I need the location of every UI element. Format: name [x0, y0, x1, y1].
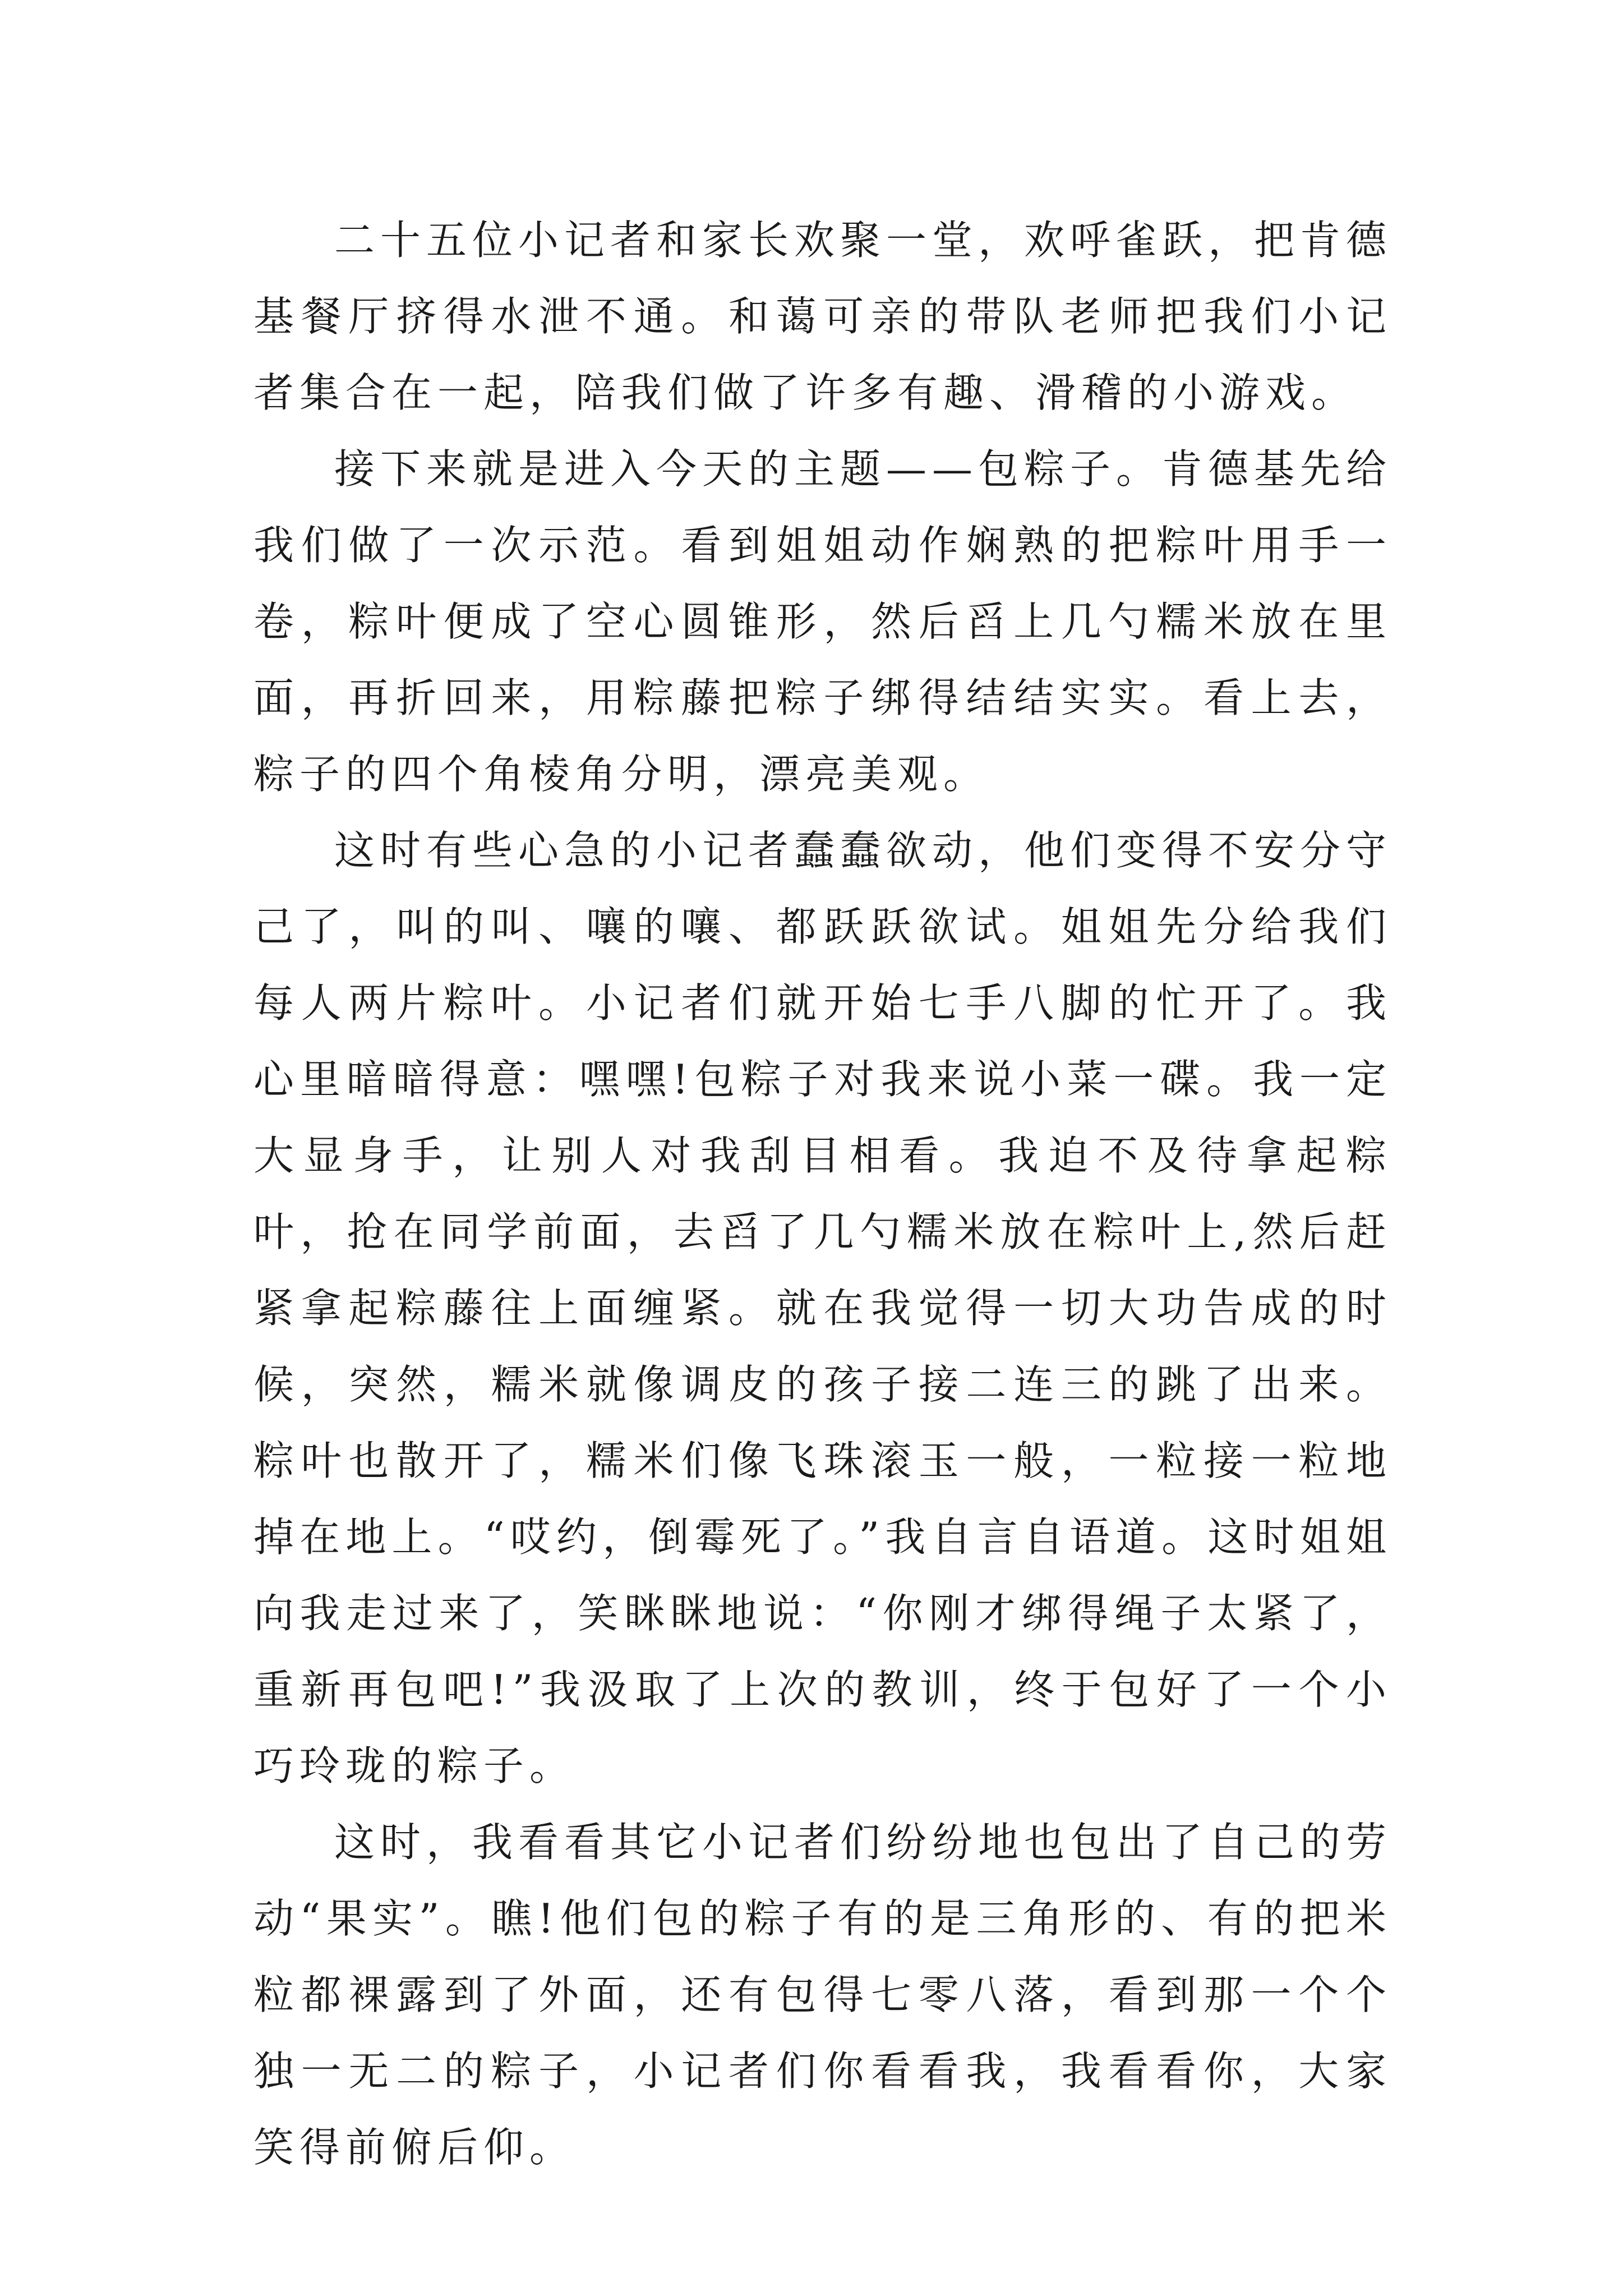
paragraph-3: 这时有些心急的小记者蠢蠢欲动，他们变得不安分守己了，叫的叫、嚷的嚷、都跃跃欲试。姐姐先分给我们每人两片粽叶。小记者们就开始七手八脚的忙开了。我心里暗暗得意：嘿嘿!包粽子对我来说小菜一碟。我一定大显身手，让别人对我刮目相看。我迫不及待拿起粽叶，抢在同学前面，去舀了几勺糯米放在粽叶上,然后赶紧拿起粽藤往上面缠紧。就在我觉得一切大功告成的时候，突然，糯米就像调皮的孩子接二连三的跳了出来。粽叶也散开了，糯米们像飞珠滚玉一般，一粒接一粒地掉在地上。“哎约，倒霉死了。”我自言自语道。这时姐姐向我走过来了，笑眯眯地说：“你刚才绑得绳子太紧了，重新再包吧!”我汲取了上次的教训，终于包好了一个小巧玲珑的粽子。	[253, 827, 1393, 1789]
paragraph-4: 这时，我看看其它小记者们纷纷地也包出了自己的劳动“果实”。瞧!他们包的粽子有的是三角形的、有的把米粒都裸露到了外面，还有包得七零八落，看到那一个个独一无二的粽子，小记者们你看看我，我看看你，大家笑得前俯后仰。	[253, 1819, 1393, 2171]
paragraph-1: 二十五位小记者和家长欢聚一堂，欢呼雀跃，把肯德基餐厅挤得水泄不通。和蔼可亲的带队老师把我们小记者集合在一起，陪我们做了许多有趣、滑稽的小游戏。	[253, 217, 1393, 416]
paragraph-2: 接下来就是进入今天的主题——包粽子。肯德基先给我们做了一次示范。看到姐姐动作娴熟的把粽叶用手一卷，粽叶便成了空心圆锥形，然后舀上几勺糯米放在里面，再折回来，用粽藤把粽子绑得结结实实。看上去，粽子的四个角棱角分明，漂亮美观。	[253, 445, 1393, 798]
body-text	[253, 202, 1392, 2185]
